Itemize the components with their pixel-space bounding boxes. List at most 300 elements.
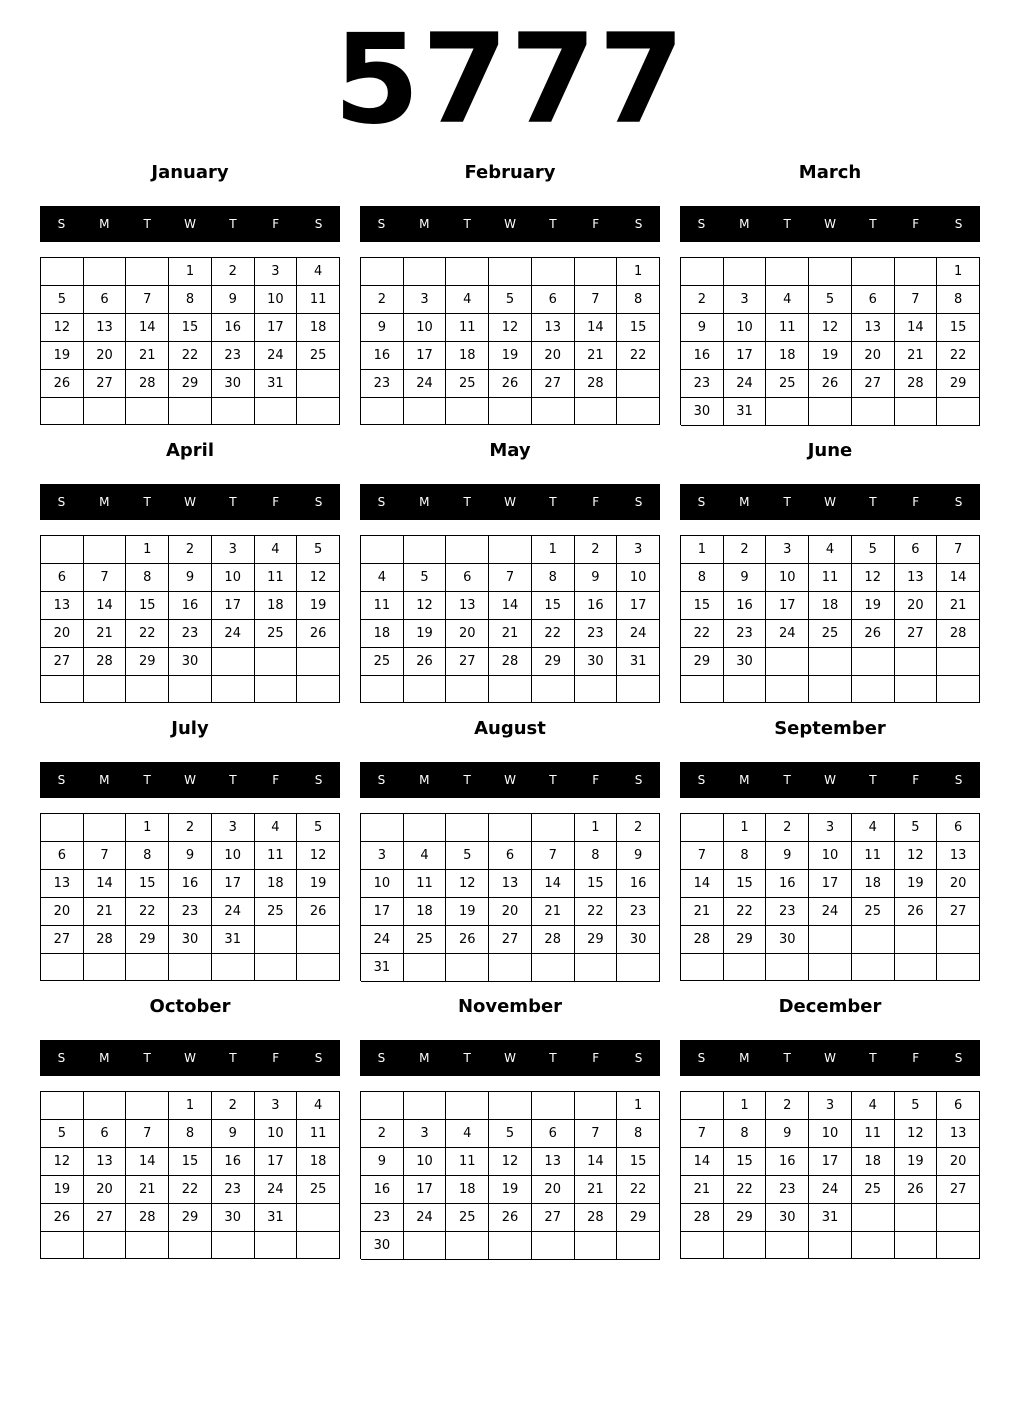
day-cell (404, 1232, 447, 1260)
weekday-label: M (739, 1051, 750, 1065)
day-cell (446, 676, 489, 703)
day-cell: 26 (297, 898, 340, 926)
day-cell (297, 1204, 340, 1232)
day-cell: 24 (809, 1176, 852, 1204)
day-cell: 3 (255, 258, 298, 286)
day-cell: 27 (532, 1204, 575, 1232)
day-cell: 12 (41, 314, 84, 342)
day-cell: 13 (41, 870, 84, 898)
day-cell (809, 926, 852, 954)
day-cell: 11 (255, 564, 298, 592)
day-cell (532, 398, 575, 425)
day-cell: 13 (937, 1120, 980, 1148)
day-cell: 23 (766, 1176, 809, 1204)
day-cell (84, 676, 127, 703)
day-cell: 26 (852, 620, 895, 648)
weekday-label: M (99, 495, 110, 509)
day-cell (84, 1092, 127, 1120)
day-cell (446, 1232, 489, 1260)
day-cell (937, 1204, 980, 1232)
day-cell: 9 (361, 314, 404, 342)
weekday-label: S (634, 773, 643, 787)
day-cell: 8 (126, 842, 169, 870)
day-cell: 27 (852, 370, 895, 398)
day-cell (681, 676, 724, 703)
day-cell: 12 (404, 592, 447, 620)
day-cell: 4 (852, 814, 895, 842)
day-cell: 24 (255, 342, 298, 370)
day-cell: 24 (404, 1204, 447, 1232)
day-cell: 1 (169, 1092, 212, 1120)
day-cell: 28 (532, 926, 575, 954)
day-cell: 23 (212, 342, 255, 370)
day-cell: 31 (724, 398, 767, 426)
day-cell: 17 (724, 342, 767, 370)
day-cell: 10 (361, 870, 404, 898)
weekday-label: M (419, 217, 430, 231)
weekday-label: S (377, 773, 386, 787)
day-cell: 9 (212, 286, 255, 314)
day-cell: 9 (681, 314, 724, 342)
day-cell: 9 (766, 1120, 809, 1148)
day-cell: 14 (681, 870, 724, 898)
weekday-label: S (697, 773, 706, 787)
day-cell (681, 814, 724, 842)
day-cell (532, 1092, 575, 1120)
day-cell: 28 (937, 620, 980, 648)
day-cell: 8 (169, 286, 212, 314)
day-cell: 15 (724, 870, 767, 898)
day-cell (937, 676, 980, 703)
day-cell: 21 (681, 1176, 724, 1204)
month-name: March (798, 162, 862, 183)
day-cell: 5 (41, 286, 84, 314)
weekday-header (40, 1040, 340, 1076)
day-cell: 17 (212, 870, 255, 898)
day-cell: 4 (404, 842, 447, 870)
day-cell: 9 (169, 564, 212, 592)
day-cell: 25 (255, 620, 298, 648)
day-cell (489, 954, 532, 982)
day-cell: 20 (532, 1176, 575, 1204)
day-cell: 17 (809, 870, 852, 898)
day-cell (532, 676, 575, 703)
day-cell: 31 (361, 954, 404, 982)
day-cell: 6 (532, 286, 575, 314)
day-cell: 17 (255, 314, 298, 342)
weekday-label: M (419, 1051, 430, 1065)
day-cell: 11 (404, 870, 447, 898)
day-cell (489, 1092, 532, 1120)
weekday-label: F (272, 1051, 280, 1065)
weekday-label: F (592, 773, 600, 787)
day-cell (937, 1232, 980, 1259)
day-cell (41, 676, 84, 703)
day-cell: 16 (617, 870, 660, 898)
day-cell: 7 (84, 564, 127, 592)
day-cell: 22 (724, 1176, 767, 1204)
day-cell: 11 (297, 1120, 340, 1148)
day-cell: 20 (41, 898, 84, 926)
weekday-label: F (912, 773, 920, 787)
day-cell: 13 (489, 870, 532, 898)
weekday-label: T (229, 1051, 237, 1065)
day-cell: 15 (617, 314, 660, 342)
day-cell (361, 676, 404, 703)
day-cell: 31 (617, 648, 660, 676)
day-cell (895, 676, 938, 703)
day-cell: 29 (126, 648, 169, 676)
day-cell (361, 536, 404, 564)
day-cell: 6 (937, 1092, 980, 1120)
weekday-label: T (143, 217, 151, 231)
day-cell (361, 1092, 404, 1120)
weekday-label: S (634, 217, 643, 231)
day-cell: 26 (489, 370, 532, 398)
day-cell: 15 (126, 870, 169, 898)
weekday-label: T (143, 773, 151, 787)
day-cell: 2 (724, 536, 767, 564)
day-cell: 16 (169, 870, 212, 898)
day-grid (680, 813, 980, 981)
weekday-label: M (739, 495, 750, 509)
day-cell: 24 (766, 620, 809, 648)
day-grid (40, 535, 340, 703)
day-cell: 13 (84, 314, 127, 342)
day-cell: 11 (766, 314, 809, 342)
day-cell: 10 (809, 1120, 852, 1148)
weekday-header (360, 1040, 660, 1076)
day-cell: 20 (41, 620, 84, 648)
weekday-label: T (869, 495, 877, 509)
day-cell: 28 (84, 926, 127, 954)
day-cell (404, 954, 447, 982)
day-cell: 5 (895, 814, 938, 842)
day-cell: 26 (895, 898, 938, 926)
day-cell: 1 (617, 258, 660, 286)
day-cell: 18 (446, 1176, 489, 1204)
day-cell: 24 (212, 898, 255, 926)
day-cell: 12 (297, 564, 340, 592)
weekday-label: M (419, 495, 430, 509)
day-cell (532, 1232, 575, 1260)
day-cell (84, 954, 127, 981)
weekday-label: M (419, 773, 430, 787)
day-cell (212, 648, 255, 676)
day-cell: 25 (766, 370, 809, 398)
day-cell: 14 (575, 314, 618, 342)
day-cell: 14 (84, 592, 127, 620)
day-cell: 30 (169, 926, 212, 954)
day-cell (41, 1232, 84, 1259)
day-cell: 8 (937, 286, 980, 314)
weekday-label: F (272, 217, 280, 231)
day-cell: 1 (126, 814, 169, 842)
day-cell: 9 (724, 564, 767, 592)
day-cell: 22 (169, 1176, 212, 1204)
day-cell (212, 676, 255, 703)
day-cell (446, 398, 489, 425)
day-cell (126, 1232, 169, 1259)
day-cell: 18 (446, 342, 489, 370)
day-grid (680, 535, 980, 703)
day-cell (724, 1232, 767, 1259)
weekday-label: S (954, 1051, 963, 1065)
day-cell: 3 (404, 1120, 447, 1148)
day-cell: 17 (404, 342, 447, 370)
day-cell: 1 (575, 814, 618, 842)
day-cell: 13 (895, 564, 938, 592)
day-cell (404, 676, 447, 703)
day-cell (809, 1232, 852, 1259)
month-name: June (807, 440, 853, 461)
day-cell: 7 (895, 286, 938, 314)
day-cell: 30 (169, 648, 212, 676)
weekday-label: T (869, 773, 877, 787)
day-cell: 25 (361, 648, 404, 676)
day-cell: 28 (681, 1204, 724, 1232)
day-cell: 31 (255, 1204, 298, 1232)
day-cell: 27 (937, 898, 980, 926)
day-cell: 10 (255, 286, 298, 314)
day-cell (937, 648, 980, 676)
day-cell (852, 398, 895, 426)
day-cell: 4 (255, 536, 298, 564)
day-cell (126, 398, 169, 425)
day-cell: 25 (446, 370, 489, 398)
day-cell: 29 (575, 926, 618, 954)
day-cell: 10 (212, 564, 255, 592)
day-cell: 23 (766, 898, 809, 926)
day-cell (41, 258, 84, 286)
day-cell (255, 676, 298, 703)
day-cell (404, 536, 447, 564)
day-cell: 3 (766, 536, 809, 564)
day-cell: 26 (895, 1176, 938, 1204)
day-cell: 15 (937, 314, 980, 342)
weekday-label: S (634, 495, 643, 509)
day-cell: 23 (724, 620, 767, 648)
day-cell (446, 954, 489, 982)
day-cell: 21 (126, 342, 169, 370)
weekday-label: T (783, 1051, 791, 1065)
day-cell (255, 954, 298, 981)
day-cell (297, 1232, 340, 1259)
day-cell (446, 1092, 489, 1120)
day-cell: 7 (84, 842, 127, 870)
day-cell: 3 (617, 536, 660, 564)
day-cell: 11 (852, 1120, 895, 1148)
day-cell: 28 (681, 926, 724, 954)
day-cell: 3 (724, 286, 767, 314)
weekday-header (680, 484, 980, 520)
weekday-label: S (314, 495, 323, 509)
day-cell: 29 (532, 648, 575, 676)
day-cell (297, 954, 340, 981)
day-cell: 20 (937, 870, 980, 898)
day-cell (361, 814, 404, 842)
day-cell: 18 (361, 620, 404, 648)
day-cell (297, 370, 340, 398)
day-cell: 17 (212, 592, 255, 620)
day-cell: 10 (212, 842, 255, 870)
day-cell: 24 (404, 370, 447, 398)
day-cell (41, 536, 84, 564)
day-cell: 31 (255, 370, 298, 398)
day-cell (895, 258, 938, 286)
weekday-label: W (184, 773, 196, 787)
day-cell: 15 (126, 592, 169, 620)
day-cell: 22 (724, 898, 767, 926)
day-cell: 8 (169, 1120, 212, 1148)
day-cell: 26 (41, 370, 84, 398)
day-cell: 1 (617, 1092, 660, 1120)
day-grid (360, 535, 660, 703)
day-cell (724, 954, 767, 981)
day-cell (852, 926, 895, 954)
day-cell: 5 (297, 536, 340, 564)
day-cell: 28 (126, 1204, 169, 1232)
day-cell: 2 (681, 286, 724, 314)
day-cell: 14 (489, 592, 532, 620)
day-cell: 15 (169, 1148, 212, 1176)
day-cell (809, 676, 852, 703)
day-cell: 18 (255, 870, 298, 898)
day-cell: 21 (489, 620, 532, 648)
day-cell (84, 398, 127, 425)
day-cell: 16 (681, 342, 724, 370)
day-cell (84, 536, 127, 564)
day-cell (126, 954, 169, 981)
day-cell: 19 (404, 620, 447, 648)
day-cell: 31 (809, 1204, 852, 1232)
day-cell: 19 (489, 1176, 532, 1204)
day-cell: 6 (446, 564, 489, 592)
weekday-label: W (504, 495, 516, 509)
day-cell: 5 (404, 564, 447, 592)
day-cell (895, 1204, 938, 1232)
weekday-label: T (549, 773, 557, 787)
weekday-label: F (272, 495, 280, 509)
day-cell: 29 (937, 370, 980, 398)
day-cell: 10 (255, 1120, 298, 1148)
day-cell: 11 (809, 564, 852, 592)
day-cell (617, 676, 660, 703)
day-cell: 2 (766, 1092, 809, 1120)
day-cell: 22 (126, 620, 169, 648)
weekday-header (40, 762, 340, 798)
day-cell: 15 (724, 1148, 767, 1176)
day-cell (895, 1232, 938, 1259)
day-cell: 27 (41, 648, 84, 676)
weekday-header (40, 484, 340, 520)
day-cell: 14 (84, 870, 127, 898)
day-cell: 19 (41, 1176, 84, 1204)
day-cell: 16 (724, 592, 767, 620)
day-cell: 2 (617, 814, 660, 842)
day-grid (680, 1091, 980, 1259)
day-cell: 4 (297, 1092, 340, 1120)
day-cell: 14 (575, 1148, 618, 1176)
day-grid (680, 257, 980, 425)
day-cell: 23 (361, 370, 404, 398)
day-cell: 20 (895, 592, 938, 620)
day-cell: 22 (617, 342, 660, 370)
month-name: April (165, 440, 215, 461)
weekday-label: T (869, 217, 877, 231)
day-cell (852, 648, 895, 676)
day-cell: 2 (766, 814, 809, 842)
day-grid (40, 813, 340, 981)
day-cell: 30 (361, 1232, 404, 1260)
day-cell (617, 954, 660, 982)
day-cell: 19 (297, 592, 340, 620)
day-cell: 5 (895, 1092, 938, 1120)
day-cell (532, 814, 575, 842)
day-cell (532, 954, 575, 982)
day-cell: 5 (489, 1120, 532, 1148)
day-cell: 23 (361, 1204, 404, 1232)
day-cell (489, 536, 532, 564)
weekday-label: W (184, 217, 196, 231)
day-cell: 5 (809, 286, 852, 314)
day-cell: 18 (852, 870, 895, 898)
weekday-label: S (954, 217, 963, 231)
month-name: December (778, 996, 882, 1017)
day-cell (361, 398, 404, 425)
day-cell (575, 676, 618, 703)
weekday-label: W (824, 217, 836, 231)
day-cell: 25 (297, 1176, 340, 1204)
day-cell: 3 (361, 842, 404, 870)
day-cell: 21 (532, 898, 575, 926)
day-cell (84, 1232, 127, 1259)
day-cell: 11 (852, 842, 895, 870)
weekday-label: F (272, 773, 280, 787)
month-name: July (171, 718, 209, 739)
day-cell: 19 (446, 898, 489, 926)
day-cell: 25 (446, 1204, 489, 1232)
weekday-label: S (377, 217, 386, 231)
day-cell (895, 398, 938, 426)
weekday-label: T (229, 217, 237, 231)
day-cell (297, 648, 340, 676)
weekday-label: M (739, 217, 750, 231)
weekday-header (680, 1040, 980, 1076)
weekday-label: W (504, 217, 516, 231)
day-grid (360, 257, 660, 425)
day-cell: 8 (724, 842, 767, 870)
day-cell: 12 (895, 1120, 938, 1148)
day-cell (724, 258, 767, 286)
day-cell (766, 1232, 809, 1259)
day-cell: 25 (852, 898, 895, 926)
day-cell (575, 1092, 618, 1120)
day-cell (169, 1232, 212, 1259)
day-cell: 18 (255, 592, 298, 620)
day-cell: 6 (937, 814, 980, 842)
day-cell: 18 (297, 314, 340, 342)
day-cell: 30 (617, 926, 660, 954)
day-cell: 29 (724, 926, 767, 954)
day-cell: 16 (361, 1176, 404, 1204)
day-cell (809, 398, 852, 426)
day-cell: 28 (575, 370, 618, 398)
weekday-label: W (824, 773, 836, 787)
day-cell: 16 (766, 1148, 809, 1176)
day-cell: 10 (404, 1148, 447, 1176)
weekday-label: F (592, 495, 600, 509)
